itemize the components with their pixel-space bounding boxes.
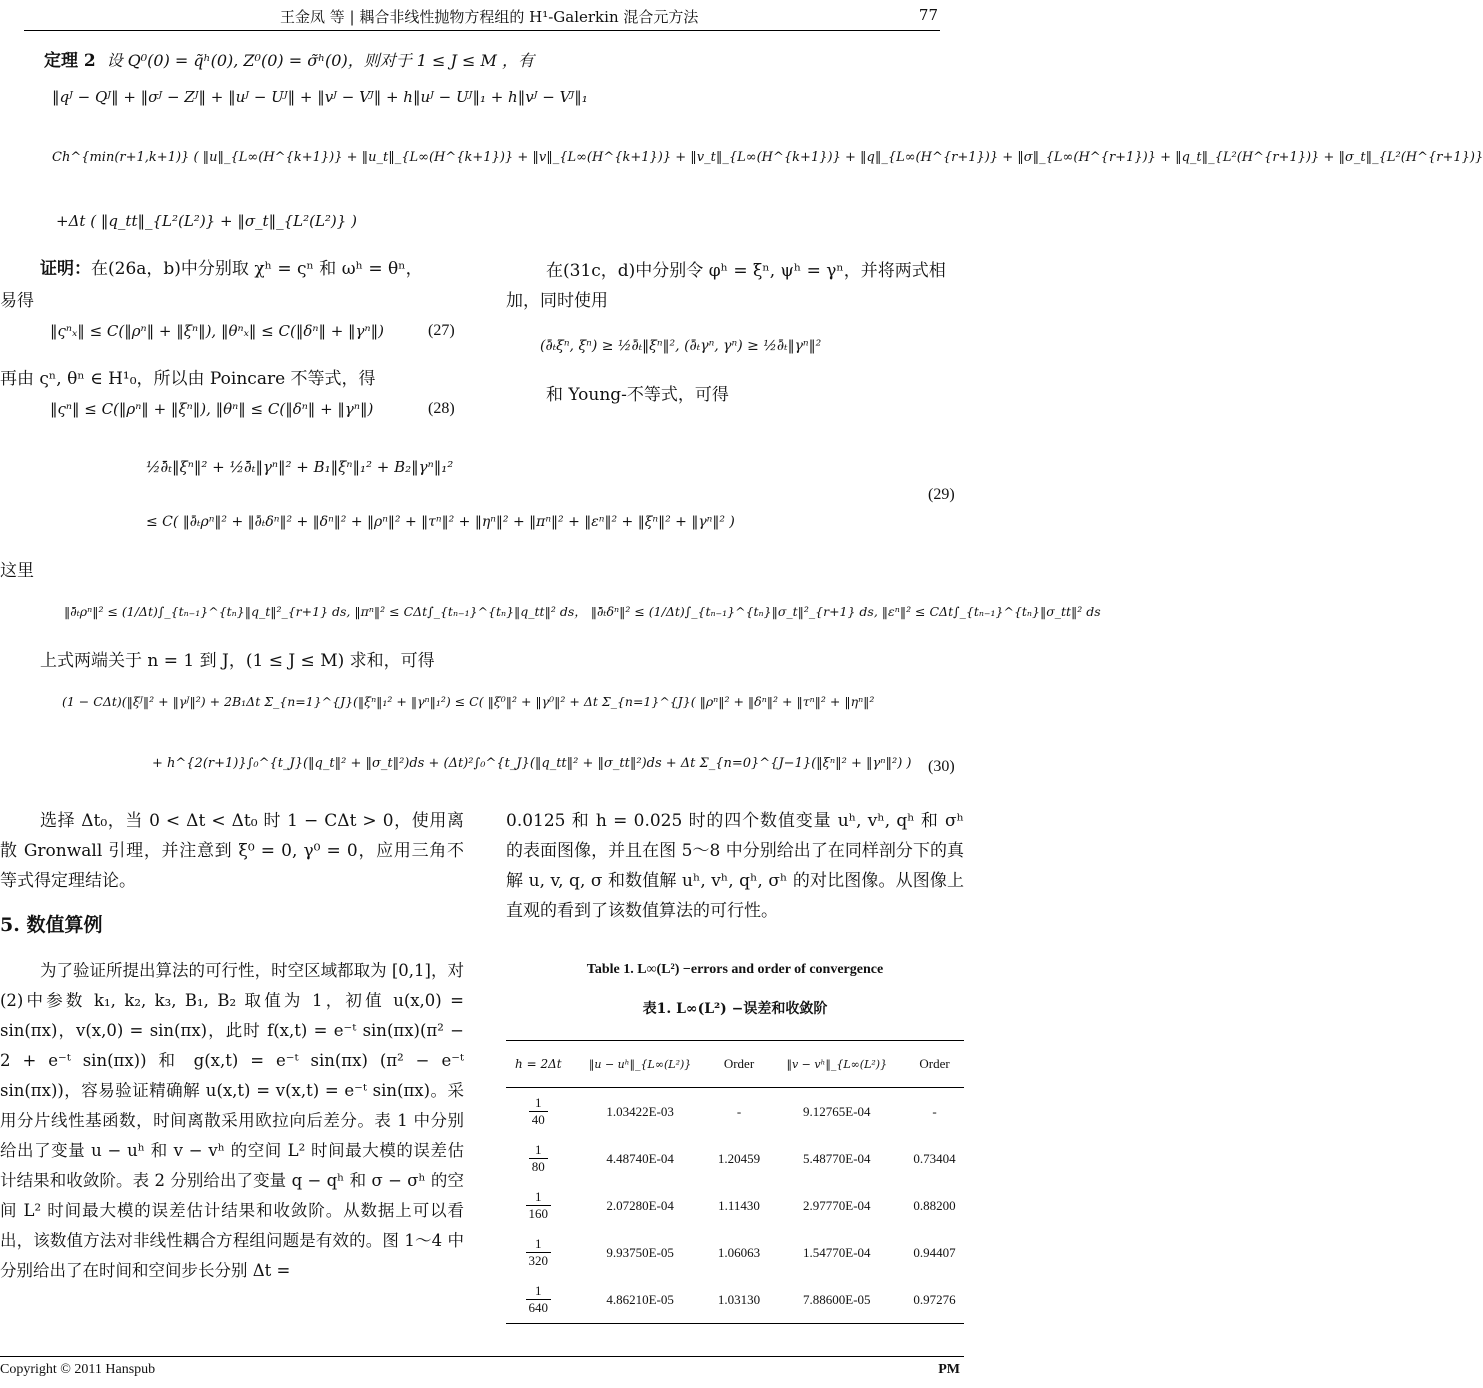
equation-29-line2: ≤ C( ‖∂̄ₜρⁿ‖² + ‖∂̄ₜδⁿ‖² + ‖δⁿ‖² + ‖ρⁿ‖² + ‖τⁿ‖² + ‖ηⁿ‖² + ‖πⁿ‖² + ‖εⁿ‖² + ‖ξⁿ‖² + ‖γⁿ‖² ) xyxy=(146,514,735,530)
v-error: 1.54770E-04 xyxy=(803,1244,871,1260)
h-value: $\frac{1}{160}$ xyxy=(506,1182,571,1229)
col-header-v-error: ‖v − vʰ‖_{L∞(L²)} xyxy=(768,1041,905,1088)
equation-29-number: (29) xyxy=(928,486,955,503)
table-row xyxy=(506,1135,964,1182)
theorem-eq-line3: +Δt ( ‖q_tt‖_{L²(L²)} + ‖σ_t‖_{L²(L²)} ) xyxy=(56,212,357,230)
v-error: 2.97770E-04 xyxy=(803,1197,871,1213)
figures-paragraph: 0.0125 和 h = 0.025 时的四个数值变量 uʰ, vʰ, qʰ 和 σʰ 的表面图像，并且在图 5～8 中分别给出了在同样剖分下的真解 u, v, q, σ 和数值解 uʰ, vʰ, qʰ, σʰ 的对比图像。从图像上直观的看到了该数值算法的可行性。 xyxy=(506,811,964,921)
v-error: 7.88600E-05 xyxy=(768,1276,905,1324)
running-title: 王金凤 等 | 耦合非线性抛物方程组的 H¹-Galerkin 混合元方法 xyxy=(280,8,699,26)
young-text: 和 Young-不等式，可得 xyxy=(546,385,729,405)
equation-27: ‖ςⁿₓ‖ ≤ C(‖ρⁿ‖ + ‖ξⁿ‖), ‖θⁿₓ‖ ≤ C(‖δⁿ‖ + ‖γⁿ‖) xyxy=(50,322,384,340)
theorem-eq-line2: Ch^{min(r+1,k+1)} ( ‖u‖_{L∞(H^{k+1})} + ‖u_t‖_{L∞(H^{k+1})} + ‖v‖_{L∞(H^{k+1})} + ‖v_t‖_{L∞(H^{k+1})} + ‖q‖_{L∞(H^{r+1})} + ‖σ‖_{L∞(H^{r+1})} + ‖q_t‖_{L²(H^{r+1})} + ‖σ_t‖_{L²(H^{r+1})} xyxy=(52,150,1483,165)
equation-30-number: (30) xyxy=(928,758,955,775)
theorem-statement xyxy=(44,46,944,76)
inner-product-inequality: (∂̄ₜξⁿ, ξⁿ) ≥ ½∂̄ₜ‖ξⁿ‖², (∂̄ₜγⁿ, γⁿ) ≥ ½∂̄ₜ‖γⁿ‖² xyxy=(540,338,822,354)
equation-30-line2: + h^{2(r+1)}∫₀^{t_J}(‖q_t‖² + ‖σ_t‖²)ds + (Δt)²∫₀^{t_J}(‖q_tt‖² + ‖σ_tt‖²)ds + Δt Σ_{n=0}^{J−1}(‖ξⁿ‖² + ‖γⁿ‖²) ) xyxy=(152,756,912,771)
v-order: 0.97276 xyxy=(905,1276,964,1324)
page-number: 77 xyxy=(918,6,938,24)
col-header-u-order: Order xyxy=(710,1041,769,1088)
equation-30-line1: (1 − CΔt)(‖ξᴶ‖² + ‖γᴶ‖²) + 2B₁Δt Σ_{n=1}^{J}(‖ξⁿ‖₁² + ‖γⁿ‖₁²) ≤ C( ‖ξ⁰‖² + ‖γ⁰‖² + Δt Σ_{n=1}^{J}( ‖ρⁿ‖² + ‖δⁿ‖² + ‖τⁿ‖² + ‖ηⁿ‖² xyxy=(62,694,875,709)
equation-28-number: (28) xyxy=(428,400,455,417)
h-value: $\frac{1}{320}$ xyxy=(506,1229,571,1276)
v-order: 0.88200 xyxy=(913,1197,956,1213)
col-header-u-error: ‖u − uʰ‖_{L∞(L²)} xyxy=(571,1041,710,1088)
gronwall-paragraph: 选择 Δt₀，当 0 < Δt < Δt₀ 时 1 − CΔt > 0，使用离散 Gronwall 引理，并注意到 ξ⁰ = 0, γ⁰ = 0，应用三角不等式得定理结论。 xyxy=(0,811,464,891)
u-order: 1.03130 xyxy=(710,1276,769,1324)
u-error: 1.03422E-03 xyxy=(606,1103,674,1119)
h-value: $\frac{1}{640}$ xyxy=(506,1276,571,1324)
error-table xyxy=(506,1040,964,1324)
u-order: 1.20459 xyxy=(717,1150,761,1166)
table-row xyxy=(506,1088,964,1136)
v-error: 9.12765E-04 xyxy=(803,1103,871,1119)
section-title: 5. 数值算例 xyxy=(0,914,103,936)
proof-label: 证明： xyxy=(40,259,91,279)
table-caption-zh: 表1. L∞(L²) −误差和收敛阶 xyxy=(642,1001,828,1017)
theorem-condition: 设 Q⁰(0) = q̃ʰ(0), Z⁰(0) = σ̃ʰ(0)，则对于 1 ≤ J ≤ M ，有 xyxy=(106,51,535,70)
journal-abbrev: PM xyxy=(938,1362,960,1377)
u-error: 9.93750E-05 xyxy=(606,1244,674,1260)
v-error: 5.48770E-04 xyxy=(803,1150,871,1166)
proof-intro-right: 在(31c，d)中分别令 φʰ = ξⁿ, ψʰ = γⁿ，并将两式相 xyxy=(546,261,946,281)
equation-28: ‖ςⁿ‖ ≤ C(‖ρⁿ‖ + ‖ξⁿ‖), ‖θⁿ‖ ≤ C(‖δⁿ‖ + ‖γⁿ‖) xyxy=(50,400,374,418)
u-error: 4.86210E-05 xyxy=(571,1276,710,1324)
here-text: 这里 xyxy=(0,561,34,581)
table-caption-en: Table 1. L∞(L²) −errors and order of convergence xyxy=(586,962,884,977)
table-row xyxy=(506,1276,964,1324)
v-order: - xyxy=(932,1103,937,1119)
footer-rule xyxy=(0,1356,964,1357)
proof-intro-left-cont: 易得 xyxy=(0,291,34,311)
u-order: 1.11430 xyxy=(718,1197,760,1213)
h-value: $\frac{1}{80}$ xyxy=(506,1135,571,1182)
theorem-label: 定理 2 xyxy=(44,51,96,71)
u-error: 2.07280E-04 xyxy=(606,1197,674,1213)
proof-intro-left: 证明：在(26a，b)中分别取 χʰ = ςⁿ 和 ωʰ = θⁿ， xyxy=(40,259,423,279)
numerical-example-paragraph: 为了验证所提出算法的可行性，时空区域都取为 [0,1]，对(2)中参数 k₁, k₂, k₃, B₁, B₂ 取值为 1，初值 u(x,0) = sin(πx)，v(x,0) = sin(πx)，此时 f(x,t) = e⁻ᵗ sin(πx)(π² − 2 + e⁻ᵗ sin(πx)) 和 g(x,t) = e⁻ᵗ sin(πx) (π² − e⁻ᵗ sin(πx))，容易验证精确解 u(x,t) = v(x,t) = e⁻ᵗ sin(πx)。采用分片线性基函数，时间离散采用欧拉向后差分。表 1 中分别给出了变量 u − uʰ 和 v − vʰ 的空间 L² 时间最大模的误差估计结果和收敛阶。表 2 分别给出了变量 q − qʰ 和 σ − σʰ 的空间 L² 时间最大模的误差估计结果和收敛阶。从数据上可以看出，该数值方法对非线性耦合方程组问题是有效的。图 1～4 中分别给出了在时间和空间步长分别 Δt = xyxy=(0,961,464,1280)
u-error: 4.48740E-04 xyxy=(606,1150,674,1166)
table-row xyxy=(506,1229,964,1276)
header-rule xyxy=(24,30,940,31)
equation-29-line1: ½∂̄ₜ‖ξⁿ‖² + ½∂̄ₜ‖γⁿ‖² + B₁‖ξⁿ‖₁² + B₂‖γⁿ‖₁² xyxy=(146,458,454,476)
equation-27-number: (27) xyxy=(428,322,455,339)
theorem-eq-line1: ‖qᴶ − Qᴶ‖ + ‖σᴶ − Zᴶ‖ + ‖uᴶ − Uᴶ‖ + ‖vᴶ − Vᴶ‖ + h‖uᴶ − Uᴶ‖₁ + h‖vᴶ − Vᴶ‖₁ xyxy=(52,88,588,106)
table-row xyxy=(506,1182,964,1229)
summation-text: 上式两端关于 n = 1 到 J，(1 ≤ J ≤ M) 求和，可得 xyxy=(40,651,435,671)
poincare-text: 再由 ςⁿ, θⁿ ∈ H¹₀，所以由 Poincare 不等式，得 xyxy=(0,369,376,389)
error-bounds-equation: ‖∂̄ₜρⁿ‖² ≤ (1/Δt)∫_{tₙ₋₁}^{tₙ}‖q_t‖²_{r+1} ds, ‖πⁿ‖² ≤ CΔt∫_{tₙ₋₁}^{tₙ}‖q_tt‖² ds， ‖∂̄ₜδⁿ‖² ≤ (1/Δt)∫_{tₙ₋₁}^{tₙ}‖σ_t‖²_{r+1} ds, ‖εⁿ‖² ≤ CΔt∫_{tₙ₋₁}^{tₙ}‖σ_tt‖² ds xyxy=(64,604,1101,619)
table-header-row xyxy=(506,1041,964,1088)
u-order: - xyxy=(736,1103,742,1119)
h-value: $\frac{1}{40}$ xyxy=(506,1088,571,1136)
col-header-v-order: Order xyxy=(905,1041,964,1088)
proof-intro-right-cont: 加，同时使用 xyxy=(506,291,608,311)
page-header xyxy=(0,4,964,28)
u-order: 1.06063 xyxy=(717,1244,761,1260)
v-order: 0.94407 xyxy=(913,1244,956,1260)
col-header-h: h = 2Δt xyxy=(506,1041,571,1088)
v-order: 0.73404 xyxy=(913,1150,956,1166)
copyright: Copyright © 2011 Hanspub xyxy=(0,1362,156,1377)
